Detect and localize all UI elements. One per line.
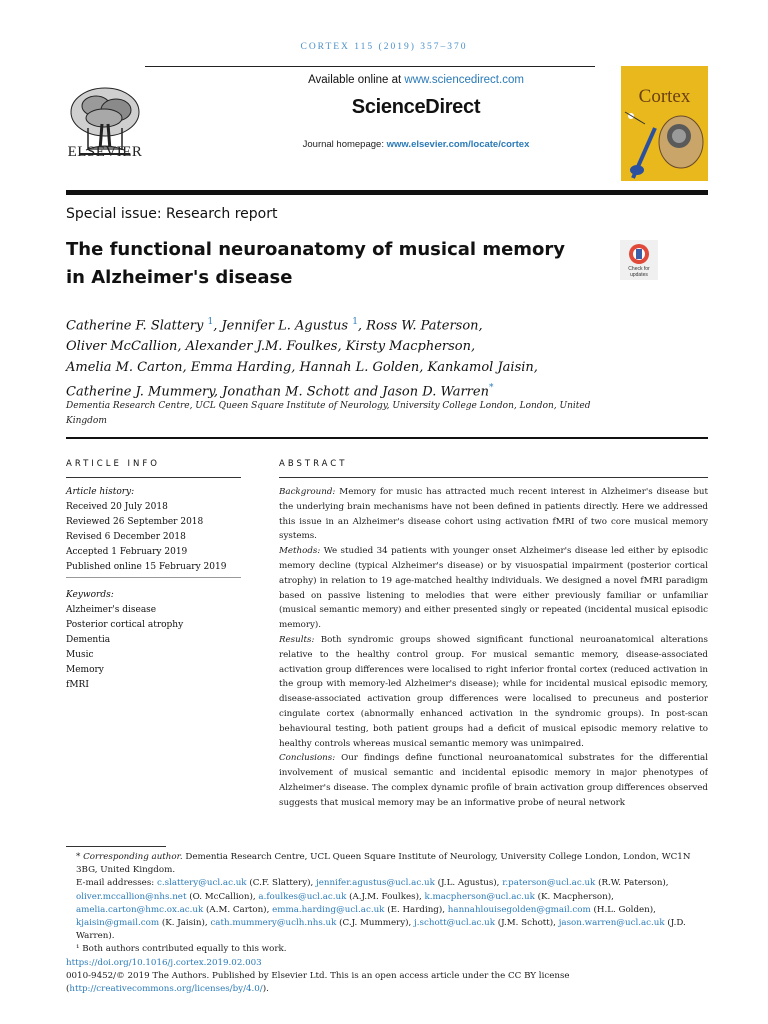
authors-line-2: Oliver McCallion, Alexander J.M. Foulkes, Kirsty Macpherson, — [66, 339, 476, 355]
homepage-prefix: Journal homepage: — [302, 139, 387, 150]
abstract-heading: ABSTRACT — [279, 459, 348, 469]
journal-cover-image — [621, 66, 708, 181]
publisher-name: ELSEVIER — [67, 144, 143, 160]
keyword-item: Music — [66, 650, 94, 660]
corresponding-author: * Corresponding author. Dementia Research Centre, UCL Queen Square Institute of Neurology, University College London, London, WC1N 3BG, United Kingdom. — [76, 852, 691, 876]
corresponding-marker[interactable]: * — [488, 383, 494, 394]
keyword-item: Alzheimer's disease — [66, 605, 157, 615]
authors-line-1: Catherine F. Slattery $^1$, Jennifer L. Agustus $^1$, Ross W. Paterson, — [66, 317, 483, 334]
doi-link[interactable]: https://doi.org/10.1016/j.cortex.2019.02.003 — [66, 957, 262, 968]
email-link[interactable]: a.foulkes@ucl.ac.uk — [258, 891, 347, 902]
footnote-rule — [66, 846, 166, 847]
keywords — [66, 588, 241, 693]
email-link[interactable]: hannahlouisegolden@gmail.com — [447, 904, 591, 915]
article-history — [66, 485, 241, 575]
history-item: Revised 6 December 2018 — [66, 532, 186, 542]
info-rule — [66, 437, 708, 439]
keyword-item: Memory — [66, 665, 104, 675]
section-label: Special issue: Research report — [66, 206, 278, 222]
authors-line-3: Amelia M. Carton, Emma Harding, Hannah L. Golden, Kankamol Jaisin, — [66, 360, 538, 376]
masthead-rule — [66, 190, 708, 195]
email-link[interactable]: cath.mummery@uclh.nhs.uk — [210, 918, 337, 929]
journal-reference: CORTEX 115 (2019) 357–370 — [300, 42, 468, 52]
keywords-label: Keywords: — [66, 590, 114, 600]
email-link[interactable]: emma.harding@ucl.ac.uk — [272, 904, 385, 915]
crossmark-label: Check for updates — [628, 266, 650, 278]
email-link[interactable]: jennifer.agustus@ucl.ac.uk — [316, 878, 435, 889]
journal-homepage-link[interactable]: www.elsevier.com/locate/cortex — [386, 139, 530, 150]
email-link[interactable]: k.macpherson@ucl.ac.uk — [424, 891, 535, 902]
keyword-item: fMRI — [66, 680, 89, 690]
available-prefix: Available online at — [308, 74, 405, 86]
history-item: Reviewed 26 September 2018 — [66, 517, 204, 527]
footnote-marker[interactable]: 1 — [207, 317, 214, 327]
abstract-conclusions: Conclusions: Our findings define functional neuroanatomical substrates for the differential involvement of musical semantic and incidental episodic memory in major phenotypes of Alzheimer's disease. The complex dynamic profile of brain activation group differences observed suggests that musical memory may be an informative probe of neural network — [279, 753, 708, 808]
license-note: 0010-9452/© 2019 The Authors. Published by Elsevier Ltd. This is an open access article under the CC BY license (http://creativecommons.org/licenses/by/4.0/). — [66, 970, 570, 995]
history-item: Accepted 1 February 2019 — [66, 547, 188, 557]
email-link[interactable]: oliver.mccallion@nhs.net — [76, 891, 187, 902]
email-link[interactable]: c.slattery@ucl.ac.uk — [156, 878, 247, 889]
available-online — [226, 74, 606, 86]
platform-name: ScienceDirect — [351, 96, 481, 118]
history-item: Published online 15 February 2019 — [66, 562, 227, 572]
footnotes — [66, 851, 708, 996]
email-addresses: E-mail addresses: c.slattery@ucl.ac.uk (C.F. Slattery), jennifer.agustus@ucl.ac.uk (J.L. Agustus), r.paterson@ucl.ac.uk (R.W. Paterson), oliver.mccallion@nhs.net (O. McCallion), a.foulkes@ucl.ac.uk (A.J.M. Foulkes), k.macpherson@ucl.ac.uk (K. Macpherson), amelia.carton@hmc.ox.ac.uk (A.M. Carton), emma.harding@ucl.ac.uk (E. Harding), hannahlouisegolden@gmail.com (H.L. Golden), kjaisin@gmail.com (K. Jaisin), cath.mummery@uclh.nhs.uk (C.J. Mummery), j.schott@ucl.ac.uk (J.M. Schott), jason.warren@ucl.ac.uk (J.D. Warren). — [76, 878, 686, 942]
history-label: Article history: — [66, 487, 135, 497]
license-link[interactable]: http://creativecommons.org/licenses/by/4.0/ — [69, 984, 263, 995]
title-line-1: The functional neuroanatomy of musical memory — [66, 239, 566, 260]
email-link[interactable]: kjaisin@gmail.com — [76, 918, 160, 929]
footnote-marker[interactable]: 1 — [352, 317, 358, 327]
platform-block — [226, 74, 606, 150]
article-info-heading: ARTICLE INFO — [66, 459, 160, 469]
email-link[interactable]: j.schott@ucl.ac.uk — [414, 918, 496, 929]
email-link[interactable]: r.paterson@ucl.ac.uk — [502, 878, 596, 889]
abstract-methods: Methods: We studied 34 patients with younger onset Alzheimer's disease led either by episodic memory decline (typical Alzheimer's disease) or by visuospatial impairment (posterior cortical atrophy) in relation to 19 age-matched healthy individuals. We designed a novel fMRI paradigm based on passive listening to melodies that were either previously familiar or unfamiliar (musical semantic memory) and either presented singly or repeated (incidental musical episodic memory). — [279, 546, 708, 631]
history-divider — [66, 577, 241, 578]
cover-art-icon — [621, 66, 708, 181]
abstract-background: Background: Memory for music has attracted much recent interest in Alzheimer's disease but the underlying brain mechanisms have not been defined in patients directly. Here we addressed this issue in an Alzheimer's disease cohort using activation fMRI of two core musical memory systems. — [279, 487, 708, 542]
title-line-2: in Alzheimer's disease — [66, 267, 293, 288]
email-link[interactable]: jason.warren@ucl.ac.uk — [558, 918, 665, 929]
email-link[interactable]: amelia.carton@hmc.ox.ac.uk — [76, 904, 204, 915]
history-item: Received 20 July 2018 — [66, 502, 168, 512]
abstract-body — [279, 485, 708, 825]
equal-contribution-note: ¹ Both authors contributed equally to this work. — [76, 944, 287, 955]
keyword-item: Dementia — [66, 635, 111, 645]
sciencedirect-link[interactable]: www.sciencedirect.com — [404, 74, 524, 86]
affiliation: Dementia Research Centre, UCL Queen Square Institute of Neurology, University College London, London, United Kingdom — [66, 401, 591, 426]
article-title — [66, 236, 606, 292]
cover-title: Cortex — [638, 86, 691, 107]
abstract-rule — [279, 477, 708, 478]
keyword-item: Posterior cortical atrophy — [66, 620, 184, 630]
article-info-rule — [66, 477, 241, 478]
abstract-results: Results: Both syndromic groups showed significant functional neuroanatomical alterations relative to the healthy control group. For musical semantic memory, disease-associated activation group differences were localised to right inferior frontal cortex (reduced activation in the group with memory-led Alzheimer's disease); while for incidental musical episodic memory, disease-associated activation group differences were localised to precuneus and posterior cingulate cortex (abnormally enhanced activation in the syndromic groups). In post-scan behavioural testing, both patient groups had a deficit of musical episodic memory relative to healthy controls whereas musical semantic memory was unimpaired. — [279, 634, 708, 749]
authors-line-4: Catherine J. Mummery, Jonathan M. Schott and Jason D. Warren* — [66, 383, 494, 400]
masthead — [66, 66, 708, 186]
author-list — [66, 312, 626, 403]
journal-homepage — [226, 139, 606, 150]
